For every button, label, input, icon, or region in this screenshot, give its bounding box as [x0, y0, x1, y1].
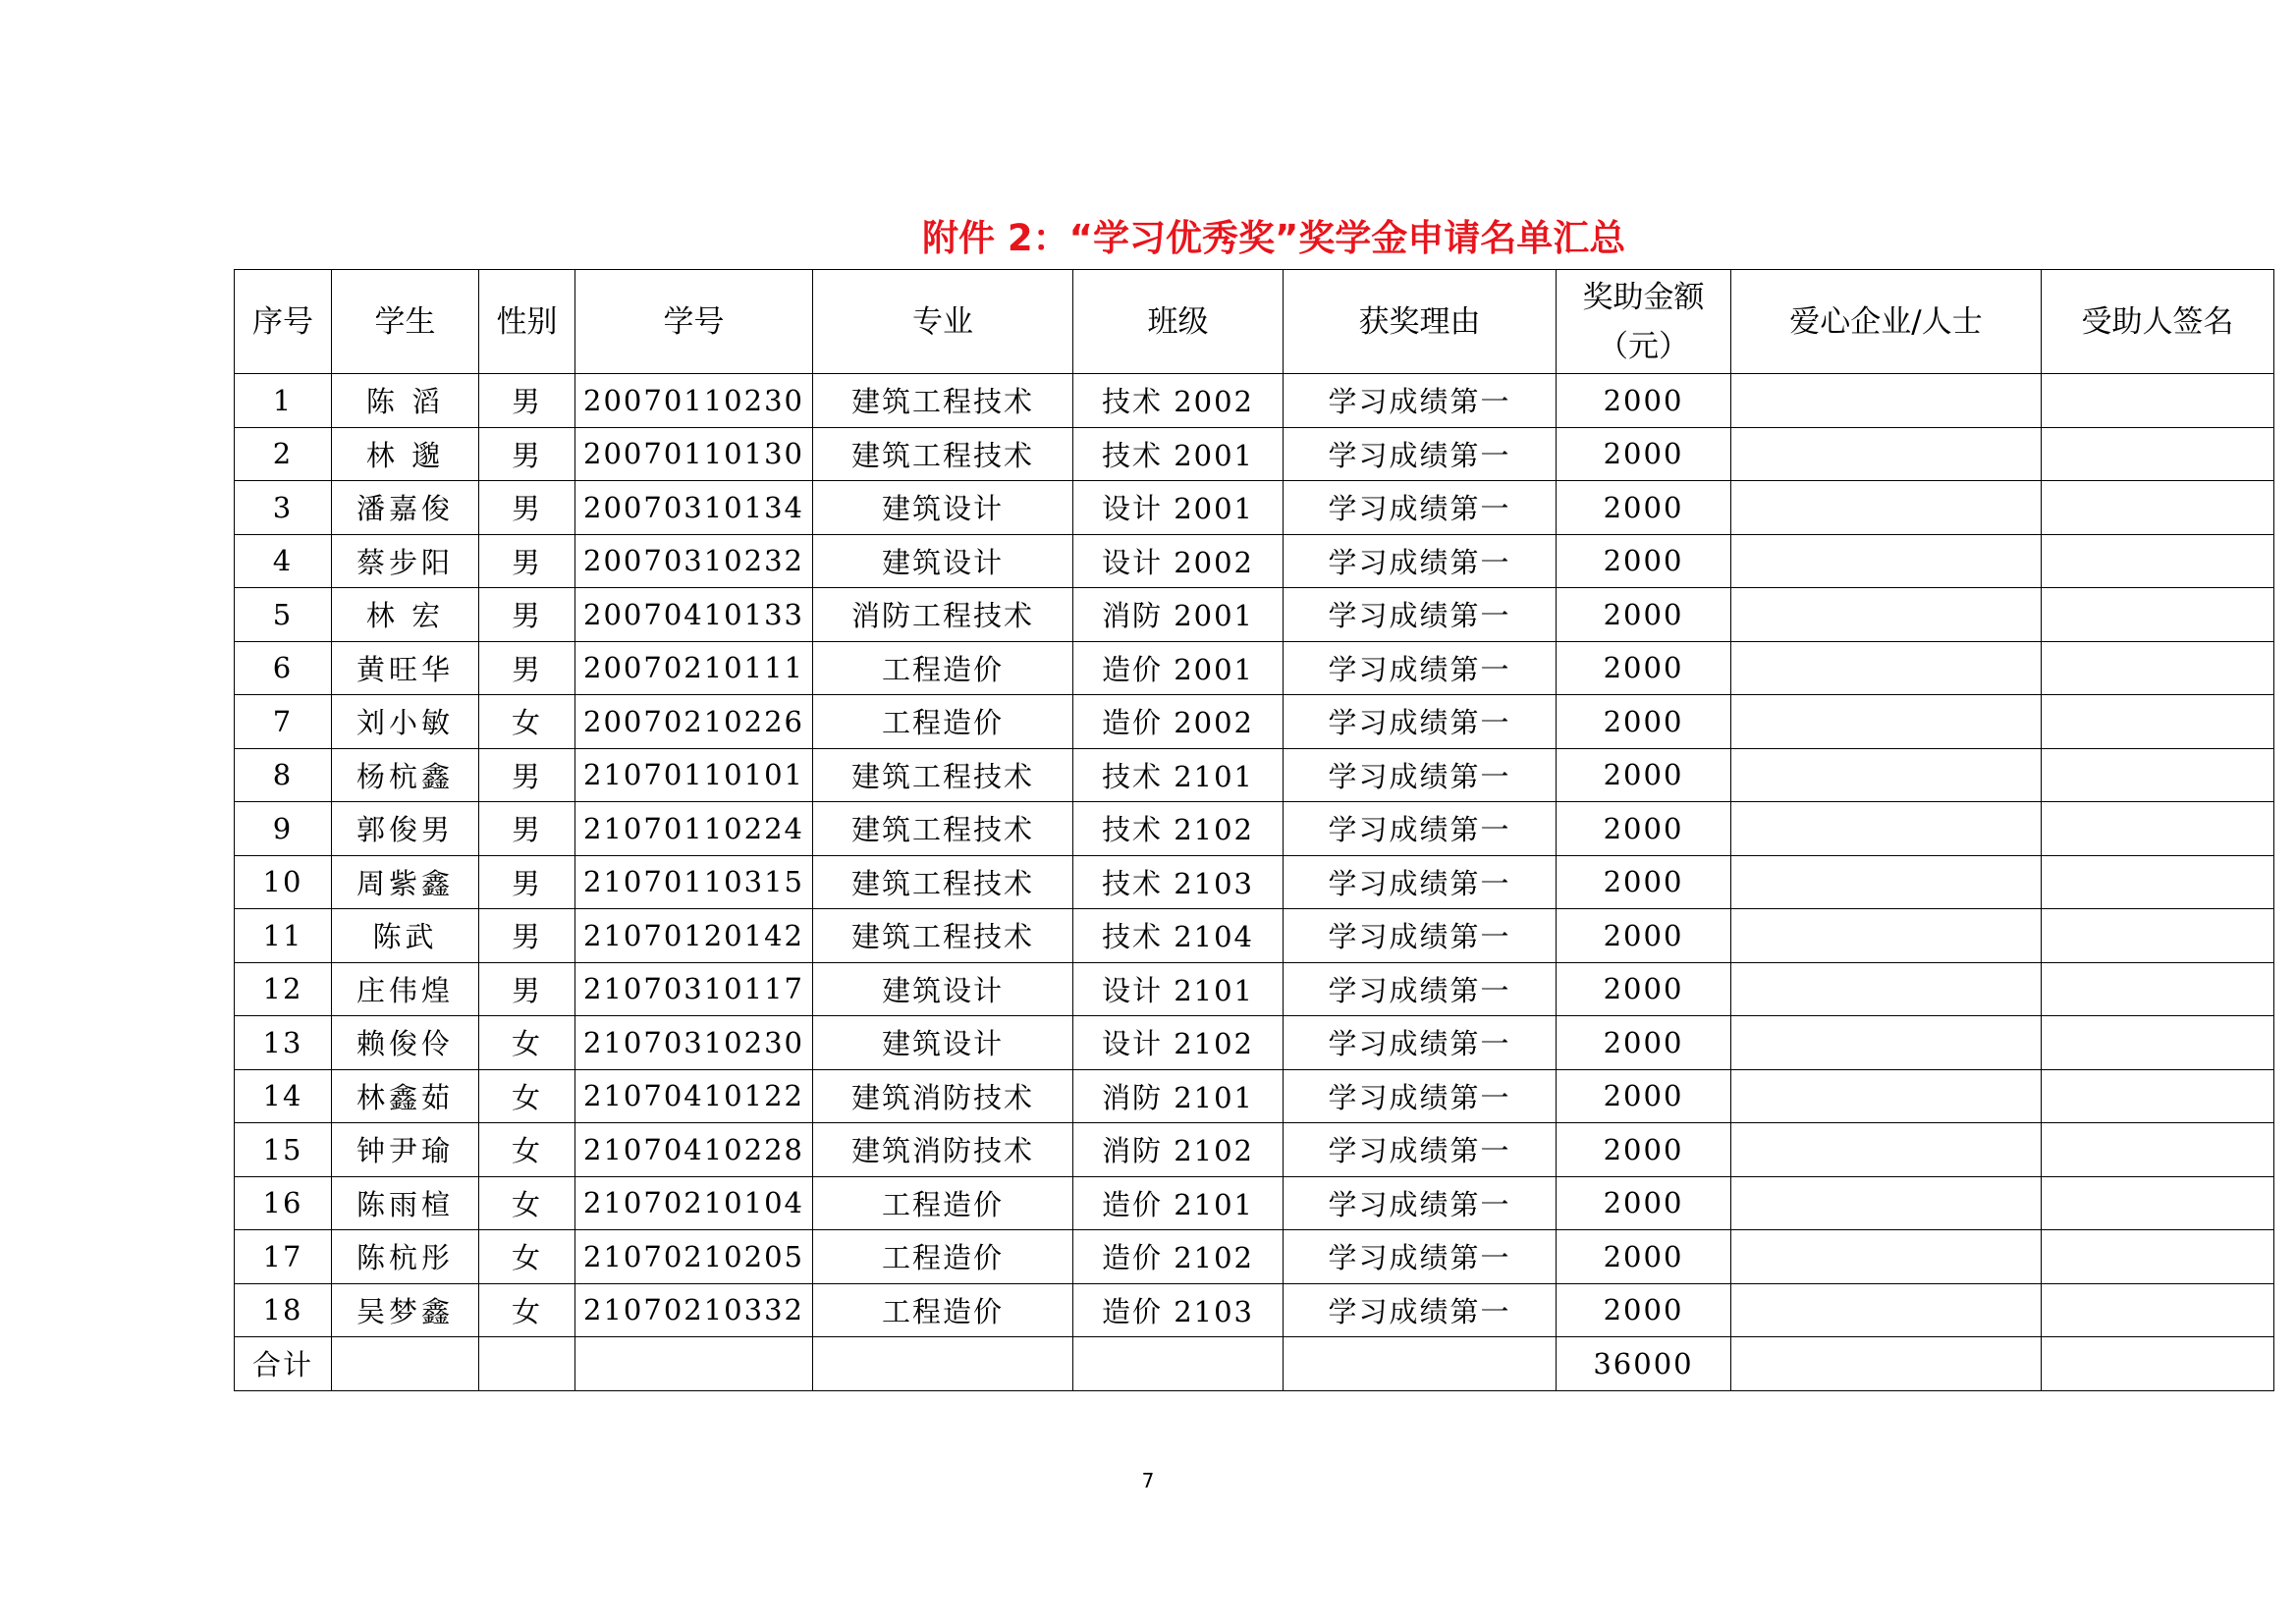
cell-major: 工程造价	[813, 1230, 1073, 1284]
header-class: 班级	[1073, 270, 1284, 374]
cell-major: 工程造价	[813, 695, 1073, 749]
cell-reason: 学习成绩第一	[1284, 1123, 1557, 1177]
cell-signature	[2042, 1176, 2274, 1230]
cell-seq: 1	[235, 374, 332, 428]
page-number: 7	[1141, 1469, 1155, 1492]
cell-signature	[2042, 909, 2274, 963]
cell-student-id: 21070210332	[575, 1283, 813, 1337]
cell-reason: 学习成绩第一	[1284, 748, 1557, 802]
cell-major: 建筑设计	[813, 534, 1073, 588]
cell-gender: 男	[479, 534, 575, 588]
cell-name: 吴梦鑫	[332, 1283, 479, 1337]
cell-donor	[1731, 962, 2042, 1016]
cell-amount: 2000	[1557, 855, 1731, 909]
cell-name: 陈武	[332, 909, 479, 963]
table-row	[235, 1176, 2274, 1230]
cell-signature	[2042, 802, 2274, 856]
cell-name: 庄伟煌	[332, 962, 479, 1016]
cell-student-id: 21070310230	[575, 1016, 813, 1070]
cell-amount: 2000	[1557, 802, 1731, 856]
cell-reason: 学习成绩第一	[1284, 855, 1557, 909]
scholarship-table	[234, 269, 2274, 1391]
cell-class: 消防 2102	[1073, 1123, 1284, 1177]
cell-signature	[2042, 427, 2274, 481]
cell-student-id: 21070410122	[575, 1069, 813, 1123]
cell-class: 技术 2002	[1073, 374, 1284, 428]
cell-class: 技术 2001	[1073, 427, 1284, 481]
cell-signature	[2042, 374, 2274, 428]
cell-reason: 学习成绩第一	[1284, 481, 1557, 535]
cell-donor	[1731, 855, 2042, 909]
cell-seq: 16	[235, 1176, 332, 1230]
cell-reason: 学习成绩第一	[1284, 1283, 1557, 1337]
cell-signature	[2042, 1069, 2274, 1123]
cell-class: 造价 2103	[1073, 1283, 1284, 1337]
cell-class: 造价 2002	[1073, 695, 1284, 749]
cell-major: 建筑设计	[813, 481, 1073, 535]
cell-gender: 男	[479, 802, 575, 856]
cell-signature	[2042, 962, 2274, 1016]
cell-amount: 2000	[1557, 427, 1731, 481]
cell-student-id: 20070210111	[575, 641, 813, 695]
cell-student-id: 21070110101	[575, 748, 813, 802]
table-row	[235, 534, 2274, 588]
cell-signature	[2042, 641, 2274, 695]
cell-major: 建筑消防技术	[813, 1123, 1073, 1177]
cell-class: 技术 2102	[1073, 802, 1284, 856]
cell-student-id: 21070210205	[575, 1230, 813, 1284]
cell-class: 消防 2101	[1073, 1069, 1284, 1123]
cell-donor	[1731, 748, 2042, 802]
table-row	[235, 427, 2274, 481]
cell-gender: 男	[479, 481, 575, 535]
cell-amount: 2000	[1557, 1069, 1731, 1123]
cell-signature	[2042, 1123, 2274, 1177]
cell-signature	[2042, 1016, 2274, 1070]
cell-reason: 学习成绩第一	[1284, 1230, 1557, 1284]
cell-name: 陈 滔	[332, 374, 479, 428]
cell-seq: 2	[235, 427, 332, 481]
cell-seq: 10	[235, 855, 332, 909]
cell-reason: 学习成绩第一	[1284, 1176, 1557, 1230]
cell-name: 黄旺华	[332, 641, 479, 695]
total-empty-cell	[1731, 1337, 2042, 1391]
cell-amount: 2000	[1557, 1283, 1731, 1337]
cell-signature	[2042, 855, 2274, 909]
cell-major: 建筑工程技术	[813, 427, 1073, 481]
cell-name: 郭俊男	[332, 802, 479, 856]
header-reason: 获奖理由	[1284, 270, 1557, 374]
cell-signature	[2042, 481, 2274, 535]
cell-amount: 2000	[1557, 909, 1731, 963]
cell-seq: 15	[235, 1123, 332, 1177]
cell-gender: 男	[479, 748, 575, 802]
cell-amount: 2000	[1557, 588, 1731, 642]
cell-gender: 男	[479, 427, 575, 481]
header-gender: 性别	[479, 270, 575, 374]
cell-reason: 学习成绩第一	[1284, 695, 1557, 749]
cell-student-id: 21070110315	[575, 855, 813, 909]
total-row	[235, 1337, 2274, 1391]
cell-amount: 2000	[1557, 1123, 1731, 1177]
table-row	[235, 374, 2274, 428]
cell-student-id: 21070410228	[575, 1123, 813, 1177]
total-label: 合计	[235, 1337, 332, 1391]
cell-reason: 学习成绩第一	[1284, 1069, 1557, 1123]
cell-amount: 2000	[1557, 534, 1731, 588]
cell-reason: 学习成绩第一	[1284, 534, 1557, 588]
cell-amount: 2000	[1557, 1230, 1731, 1284]
cell-donor	[1731, 641, 2042, 695]
cell-major: 工程造价	[813, 1283, 1073, 1337]
cell-gender: 男	[479, 855, 575, 909]
table-row	[235, 1123, 2274, 1177]
table-row	[235, 748, 2274, 802]
cell-student-id: 20070210226	[575, 695, 813, 749]
cell-name: 林鑫茹	[332, 1069, 479, 1123]
cell-class: 技术 2103	[1073, 855, 1284, 909]
cell-seq: 12	[235, 962, 332, 1016]
cell-student-id: 20070110130	[575, 427, 813, 481]
cell-major: 建筑工程技术	[813, 802, 1073, 856]
cell-class: 技术 2104	[1073, 909, 1284, 963]
cell-student-id: 20070310134	[575, 481, 813, 535]
cell-major: 建筑设计	[813, 1016, 1073, 1070]
cell-major: 建筑工程技术	[813, 909, 1073, 963]
cell-seq: 11	[235, 909, 332, 963]
header-seq: 序号	[235, 270, 332, 374]
cell-major: 建筑工程技术	[813, 374, 1073, 428]
cell-gender: 女	[479, 1123, 575, 1177]
cell-name: 钟尹瑜	[332, 1123, 479, 1177]
cell-donor	[1731, 1176, 2042, 1230]
cell-reason: 学习成绩第一	[1284, 641, 1557, 695]
cell-seq: 7	[235, 695, 332, 749]
cell-seq: 14	[235, 1069, 332, 1123]
cell-donor	[1731, 695, 2042, 749]
cell-donor	[1731, 427, 2042, 481]
cell-signature	[2042, 1230, 2274, 1284]
cell-donor	[1731, 534, 2042, 588]
table-row	[235, 855, 2274, 909]
cell-donor	[1731, 1230, 2042, 1284]
cell-donor	[1731, 374, 2042, 428]
table-row	[235, 641, 2274, 695]
cell-major: 建筑工程技术	[813, 855, 1073, 909]
header-student-id: 学号	[575, 270, 813, 374]
cell-gender: 男	[479, 909, 575, 963]
cell-student-id: 20070110230	[575, 374, 813, 428]
cell-name: 陈雨楦	[332, 1176, 479, 1230]
total-empty-cell	[575, 1337, 813, 1391]
cell-seq: 5	[235, 588, 332, 642]
cell-reason: 学习成绩第一	[1284, 588, 1557, 642]
total-amount: 36000	[1557, 1337, 1731, 1391]
cell-amount: 2000	[1557, 695, 1731, 749]
cell-class: 造价 2102	[1073, 1230, 1284, 1284]
header-amount	[1557, 270, 1731, 374]
table-row	[235, 909, 2274, 963]
cell-amount: 2000	[1557, 962, 1731, 1016]
cell-gender: 女	[479, 1176, 575, 1230]
cell-signature	[2042, 588, 2274, 642]
cell-reason: 学习成绩第一	[1284, 1016, 1557, 1070]
cell-gender: 男	[479, 641, 575, 695]
total-empty-cell	[1284, 1337, 1557, 1391]
total-empty-cell	[1073, 1337, 1284, 1391]
cell-amount: 2000	[1557, 481, 1731, 535]
cell-name: 周紫鑫	[332, 855, 479, 909]
cell-amount: 2000	[1557, 641, 1731, 695]
cell-reason: 学习成绩第一	[1284, 374, 1557, 428]
cell-student-id: 20070410133	[575, 588, 813, 642]
cell-seq: 4	[235, 534, 332, 588]
table-row	[235, 588, 2274, 642]
cell-donor	[1731, 1016, 2042, 1070]
total-empty-cell	[813, 1337, 1073, 1391]
cell-student-id: 21070310117	[575, 962, 813, 1016]
cell-gender: 女	[479, 1230, 575, 1284]
cell-name: 林 宏	[332, 588, 479, 642]
cell-seq: 18	[235, 1283, 332, 1337]
cell-class: 消防 2001	[1073, 588, 1284, 642]
cell-class: 造价 2101	[1073, 1176, 1284, 1230]
cell-reason: 学习成绩第一	[1284, 802, 1557, 856]
cell-student-id: 21070210104	[575, 1176, 813, 1230]
cell-gender: 女	[479, 1069, 575, 1123]
cell-amount: 2000	[1557, 1176, 1731, 1230]
cell-class: 技术 2101	[1073, 748, 1284, 802]
cell-class: 设计 2102	[1073, 1016, 1284, 1070]
cell-gender: 女	[479, 695, 575, 749]
cell-signature	[2042, 534, 2274, 588]
header-major: 专业	[813, 270, 1073, 374]
cell-seq: 8	[235, 748, 332, 802]
total-empty-cell	[2042, 1337, 2274, 1391]
cell-amount: 2000	[1557, 374, 1731, 428]
cell-donor	[1731, 481, 2042, 535]
document-title: 附件 2：“学习优秀奖”奖学金申请名单汇总	[922, 217, 1626, 259]
header-student: 学生	[332, 270, 479, 374]
total-empty-cell	[332, 1337, 479, 1391]
cell-student-id: 21070110224	[575, 802, 813, 856]
cell-donor	[1731, 1069, 2042, 1123]
cell-name: 刘小敏	[332, 695, 479, 749]
cell-donor	[1731, 588, 2042, 642]
cell-signature	[2042, 695, 2274, 749]
cell-gender: 女	[479, 1283, 575, 1337]
cell-name: 蔡步阳	[332, 534, 479, 588]
cell-reason: 学习成绩第一	[1284, 909, 1557, 963]
table-row	[235, 962, 2274, 1016]
cell-student-id: 21070120142	[575, 909, 813, 963]
cell-reason: 学习成绩第一	[1284, 427, 1557, 481]
cell-donor	[1731, 909, 2042, 963]
header-donor: 爱心企业/人士	[1731, 270, 2042, 374]
cell-major: 工程造价	[813, 641, 1073, 695]
table-row	[235, 481, 2274, 535]
cell-class: 设计 2002	[1073, 534, 1284, 588]
table-row	[235, 1016, 2274, 1070]
cell-gender: 男	[479, 374, 575, 428]
cell-seq: 6	[235, 641, 332, 695]
cell-signature	[2042, 748, 2274, 802]
cell-student-id: 20070310232	[575, 534, 813, 588]
cell-gender: 女	[479, 1016, 575, 1070]
cell-donor	[1731, 802, 2042, 856]
cell-signature	[2042, 1283, 2274, 1337]
cell-major: 建筑工程技术	[813, 748, 1073, 802]
cell-major: 消防工程技术	[813, 588, 1073, 642]
cell-donor	[1731, 1123, 2042, 1177]
cell-reason: 学习成绩第一	[1284, 962, 1557, 1016]
table-body	[235, 374, 2274, 1391]
table-row	[235, 802, 2274, 856]
cell-amount: 2000	[1557, 748, 1731, 802]
cell-class: 设计 2001	[1073, 481, 1284, 535]
cell-name: 陈杭彤	[332, 1230, 479, 1284]
table-header-row	[235, 270, 2274, 374]
cell-major: 工程造价	[813, 1176, 1073, 1230]
total-empty-cell	[479, 1337, 575, 1391]
cell-seq: 3	[235, 481, 332, 535]
table-row	[235, 695, 2274, 749]
cell-class: 设计 2101	[1073, 962, 1284, 1016]
cell-seq: 9	[235, 802, 332, 856]
header-amount-line2: （元）	[1598, 328, 1689, 364]
table-row	[235, 1069, 2274, 1123]
cell-gender: 男	[479, 588, 575, 642]
table-row	[235, 1230, 2274, 1284]
cell-name: 潘嘉俊	[332, 481, 479, 535]
cell-major: 建筑设计	[813, 962, 1073, 1016]
cell-name: 赖俊伶	[332, 1016, 479, 1070]
cell-major: 建筑消防技术	[813, 1069, 1073, 1123]
cell-name: 林 邈	[332, 427, 479, 481]
cell-gender: 男	[479, 962, 575, 1016]
cell-amount: 2000	[1557, 1016, 1731, 1070]
table-row	[235, 1283, 2274, 1337]
cell-seq: 17	[235, 1230, 332, 1284]
cell-name: 杨杭鑫	[332, 748, 479, 802]
cell-class: 造价 2001	[1073, 641, 1284, 695]
cell-seq: 13	[235, 1016, 332, 1070]
cell-donor	[1731, 1283, 2042, 1337]
header-amount-line1: 奖助金额	[1582, 279, 1705, 315]
header-signature: 受助人签名	[2042, 270, 2274, 374]
